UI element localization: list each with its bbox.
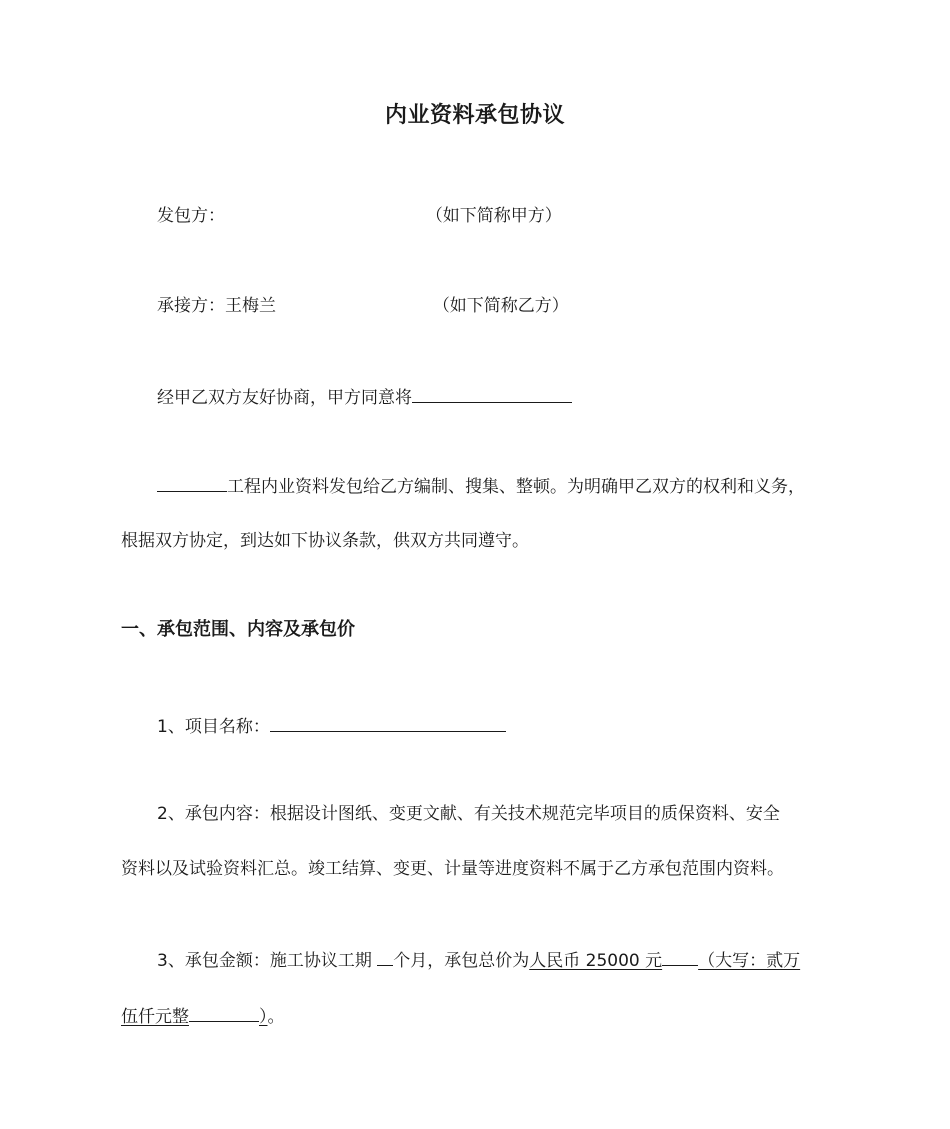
party-b-name: 王梅兰 <box>225 296 276 316</box>
contract-amount: 人民币 25000 元 <box>529 951 663 971</box>
item-3-mid: 个月，承包总价为 <box>393 951 530 971</box>
party-a-note: （如下简称甲方） <box>425 206 562 226</box>
project-name-blank <box>270 713 506 732</box>
amount-upper-blank <box>189 1003 259 1022</box>
amount-upper-text: 伍仟元整 <box>121 1007 189 1027</box>
item-3-line-2 <box>121 1003 285 1029</box>
project-blank-2 <box>157 473 227 492</box>
item-1-line <box>157 713 506 739</box>
party-a-label: 发包方： <box>157 206 225 226</box>
intro-line-3: 根据双方协定，到达如下协议条款，供双方共同遵守。 <box>121 531 529 551</box>
item-3-end: 。 <box>267 1007 285 1027</box>
item-1-label: 1、项目名称： <box>157 717 270 737</box>
amount-upper-close: ） <box>259 1007 268 1027</box>
item-2-line-1: 2、承包内容：根据设计图纸、变更文献、有关技术规范完毕项目的质保资料、安全 <box>157 804 780 824</box>
party-b-note: （如下简称乙方） <box>432 296 569 316</box>
amount-blank <box>662 947 698 966</box>
intro-line-2 <box>157 473 805 499</box>
amount-upper-open: （大写：贰万 <box>698 951 801 971</box>
party-b-line <box>157 294 569 318</box>
section-1-heading: 一、承包范围、内容及承包价 <box>121 619 355 640</box>
party-b-label: 承接方： <box>157 296 225 316</box>
intro-text-2: 工程内业资料发包给乙方编制、搜集、整顿。为明确甲乙双方的权利和义务， <box>227 477 805 497</box>
item-3-prefix: 3、承包金额：施工协议工期 <box>157 951 372 971</box>
intro-text-1: 经甲乙双方友好协商，甲方同意将 <box>157 388 412 408</box>
document-title: 内业资料承包协议 <box>384 103 565 128</box>
project-blank-1 <box>412 384 572 403</box>
item-3-line-1 <box>157 947 800 973</box>
duration-blank <box>377 947 393 966</box>
intro-line-1 <box>157 384 572 410</box>
party-a-line <box>157 204 562 228</box>
item-2-line-2: 资料以及试验资料汇总。竣工结算、变更、计量等进度资料不属于乙方承包范围内资料。 <box>121 859 784 879</box>
